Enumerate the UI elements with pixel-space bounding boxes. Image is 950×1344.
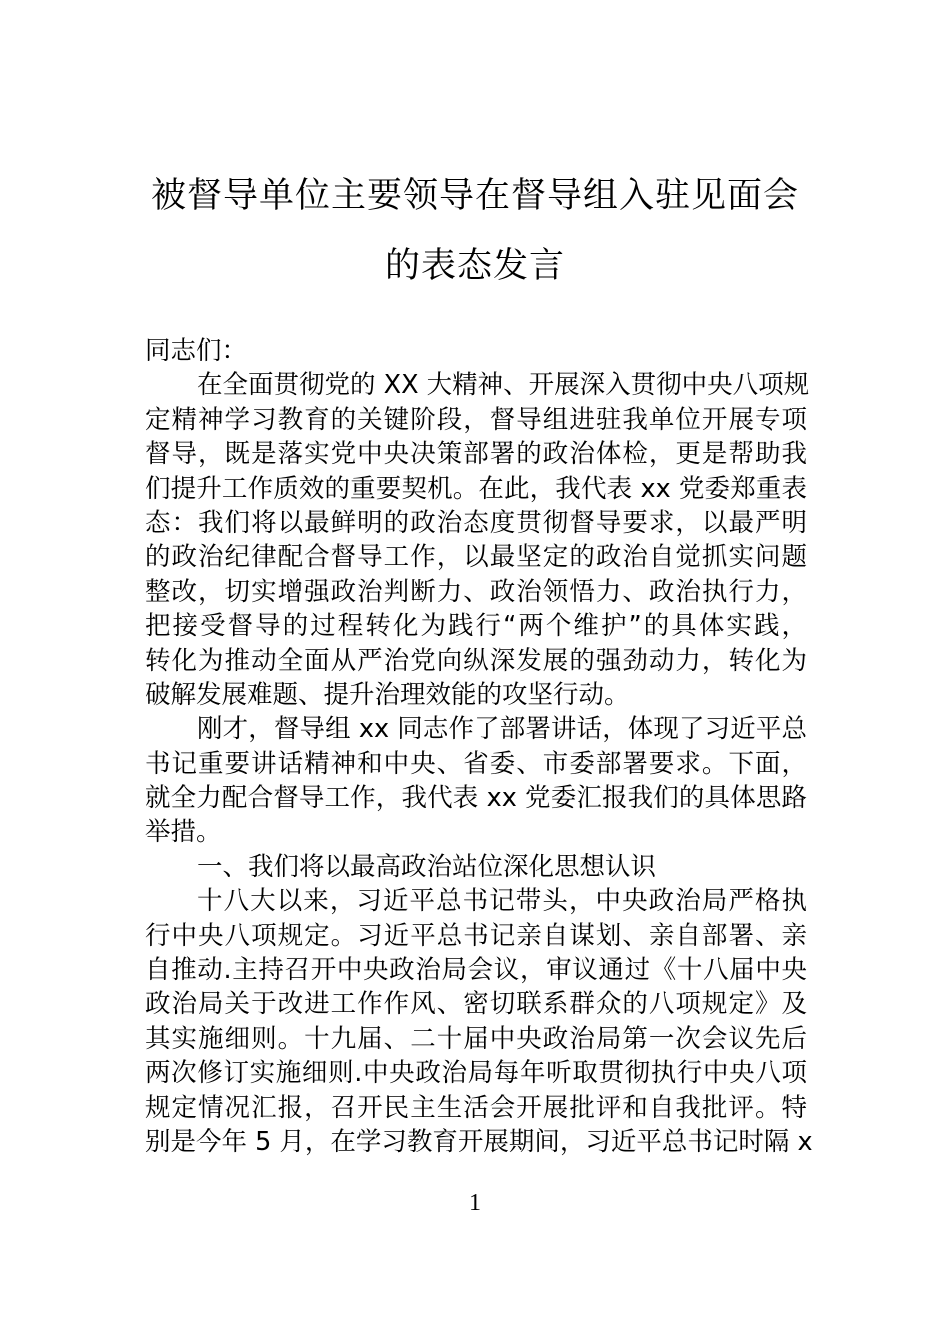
paragraph-3-line: 政治局关于改进工作作风、密切联系群众的八项规定》及	[145, 989, 807, 1020]
paragraph-1-line: 转化为推动全面从严治党向纵深发展的强劲动力，转化为	[145, 645, 807, 676]
paragraph-3-line: 别是今年 5 月，在学习教育开展期间，习近平总书记时隔 x	[145, 1126, 813, 1157]
paragraph-2-line: 刚才，督导组 xx 同志作了部署讲话，体现了习近平总	[197, 714, 807, 745]
paragraph-1-line: 把接受督导的过程转化为践行“两个维护”的具体实践，	[145, 611, 807, 642]
paragraph-3-line: 其实施细则。十九届、二十届中央政治局第一次会议先后	[145, 1023, 807, 1054]
paragraph-1-line: 在全面贯彻党的 XX 大精神、开展深入贯彻中央八项规	[197, 370, 810, 401]
document-body	[145, 334, 813, 1159]
paragraph-1-line: 们提升工作质效的重要契机。在此，我代表 xx 党委郑重表	[145, 473, 807, 504]
paragraph-2-line: 书记重要讲话精神和中央、省委、市委部署要求。下面，	[145, 748, 807, 779]
paragraph-2-line: 就全力配合督导工作，我代表 xx 党委汇报我们的具体思路	[145, 783, 807, 814]
paragraph-1-line: 破解发展难题、提升治理效能的攻坚行动。	[145, 679, 630, 710]
paragraph-3-line: 十八大以来，习近平总书记带头，中央政治局严格执	[197, 886, 807, 917]
paragraph-1-line: 态：我们将以最鲜明的政治态度贯彻督导要求，以最严明	[145, 507, 807, 538]
salutation: 同志们：	[145, 336, 248, 366]
paragraph-3-line: 自推动.主持召开中央政治局会议，审议通过《十八届中央	[145, 955, 807, 986]
paragraph-1-line: 的政治纪律配合督导工作，以最坚定的政治自觉抓实问题	[145, 542, 807, 573]
paragraph-1-line: 督导，既是落实党中央决策部署的政治体检，更是帮助我	[145, 439, 807, 470]
paragraph-2-line: 举措。	[145, 817, 222, 848]
paragraph-1-line: 整改，切实增强政治判断力、政治领悟力、政治执行力，	[145, 576, 807, 607]
document-title-line-1: 被督导单位主要领导在督导组入驻见面会	[150, 176, 799, 216]
page-number: 1	[469, 1190, 481, 1216]
paragraph-3-line: 行中央八项规定。习近平总书记亲自谋划、亲自部署、亲	[145, 920, 807, 951]
paragraph-3-line: 规定情况汇报，召开民主生活会开展批评和自我批评。特	[145, 1092, 807, 1123]
paragraph-1-line: 定精神学习教育的关键阶段，督导组进驻我单位开展专项	[145, 404, 807, 435]
paragraph-3-line: 两次修订实施细则.中央政治局每年听取贯彻执行中央八项	[145, 1058, 807, 1089]
section-heading-1: 一、我们将以最高政治站位深化思想认识	[197, 851, 657, 882]
document-title-line-2: 的表态发言	[384, 246, 565, 286]
